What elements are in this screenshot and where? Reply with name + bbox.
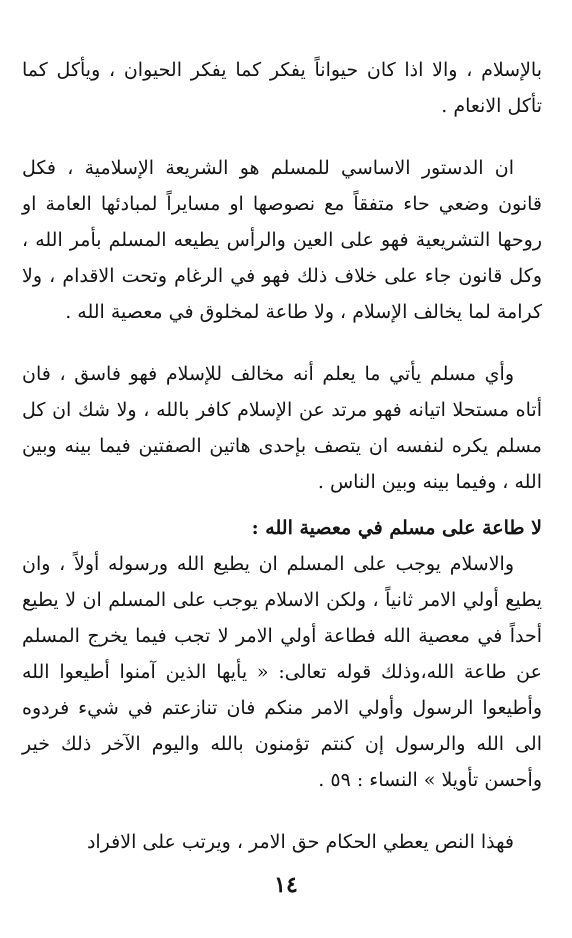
section-paragraph-1: والاسلام يوجب على المسلم ان يطيع الله ورسوله أولاً ، وان يطيع أولي الامر ثانياً ، ولكن الاسلام يوجب على المسلم ان لا يطيع أحداً في معصية الله فطاعة أولي الامر لا تجب فيما يخرج المسلم عن طاعة الله،وذلك قوله تعالى: « يأيها الذين آمنوا أطيعوا الله وأطيعوا الرسول وأولي الامر منكم فان تنازعتم في شيء فردوه الى الله والرسول إن كنتم تؤمنون بالله واليوم الآخر ذلك خير وأحسن تأويلا » النساء : ٥٩ .: [22, 553, 542, 791]
section-paragraph-2: فهذا النص يعطي الحكام حق الامر ، ويرتب على الافراد: [86, 831, 514, 853]
paragraph-2: ان الدستور الاساسي للمسلم هو الشريعة الإسلامية ، فكل قانون وضعي حاء متفقاً مع نصوصها او مسايراً لمبادئها العامة او روحها التشريعية فهو على العين والرأس يطيعه المسلم بأمر الله ، وكل قانون جاء على خلاف ذلك فهو في الرغام وتحت الاقدام ، ولا كرامة لما يخالف الإسلام ، ولا طاعة لمخلوق في معصية الله .: [22, 157, 542, 323]
section-heading: لا طاعة على مسلم في معصية الله :: [251, 517, 542, 539]
page-number: ١٤: [274, 872, 298, 898]
paragraph-1: بالإسلام ، والا اذا كان حيواناً يفكر كما يفكر الحيوان ، ويأكل كما تأكل الانعام .: [22, 59, 542, 117]
page-body: [22, 52, 542, 860]
paragraph-3: وأي مسلم يأتي ما يعلم أنه مخالف للإسلام فهو فاسق ، فان أتاه مستحلا اتيانه فهو مرتد عن الإسلام كافر بالله ، ولا شك ان كل مسلم يكره لنفسه ان يتصف بإحدى هاتين الصفتين فيما بينه وبين الله ، وفيما بينه وبين الناس .: [22, 363, 542, 493]
